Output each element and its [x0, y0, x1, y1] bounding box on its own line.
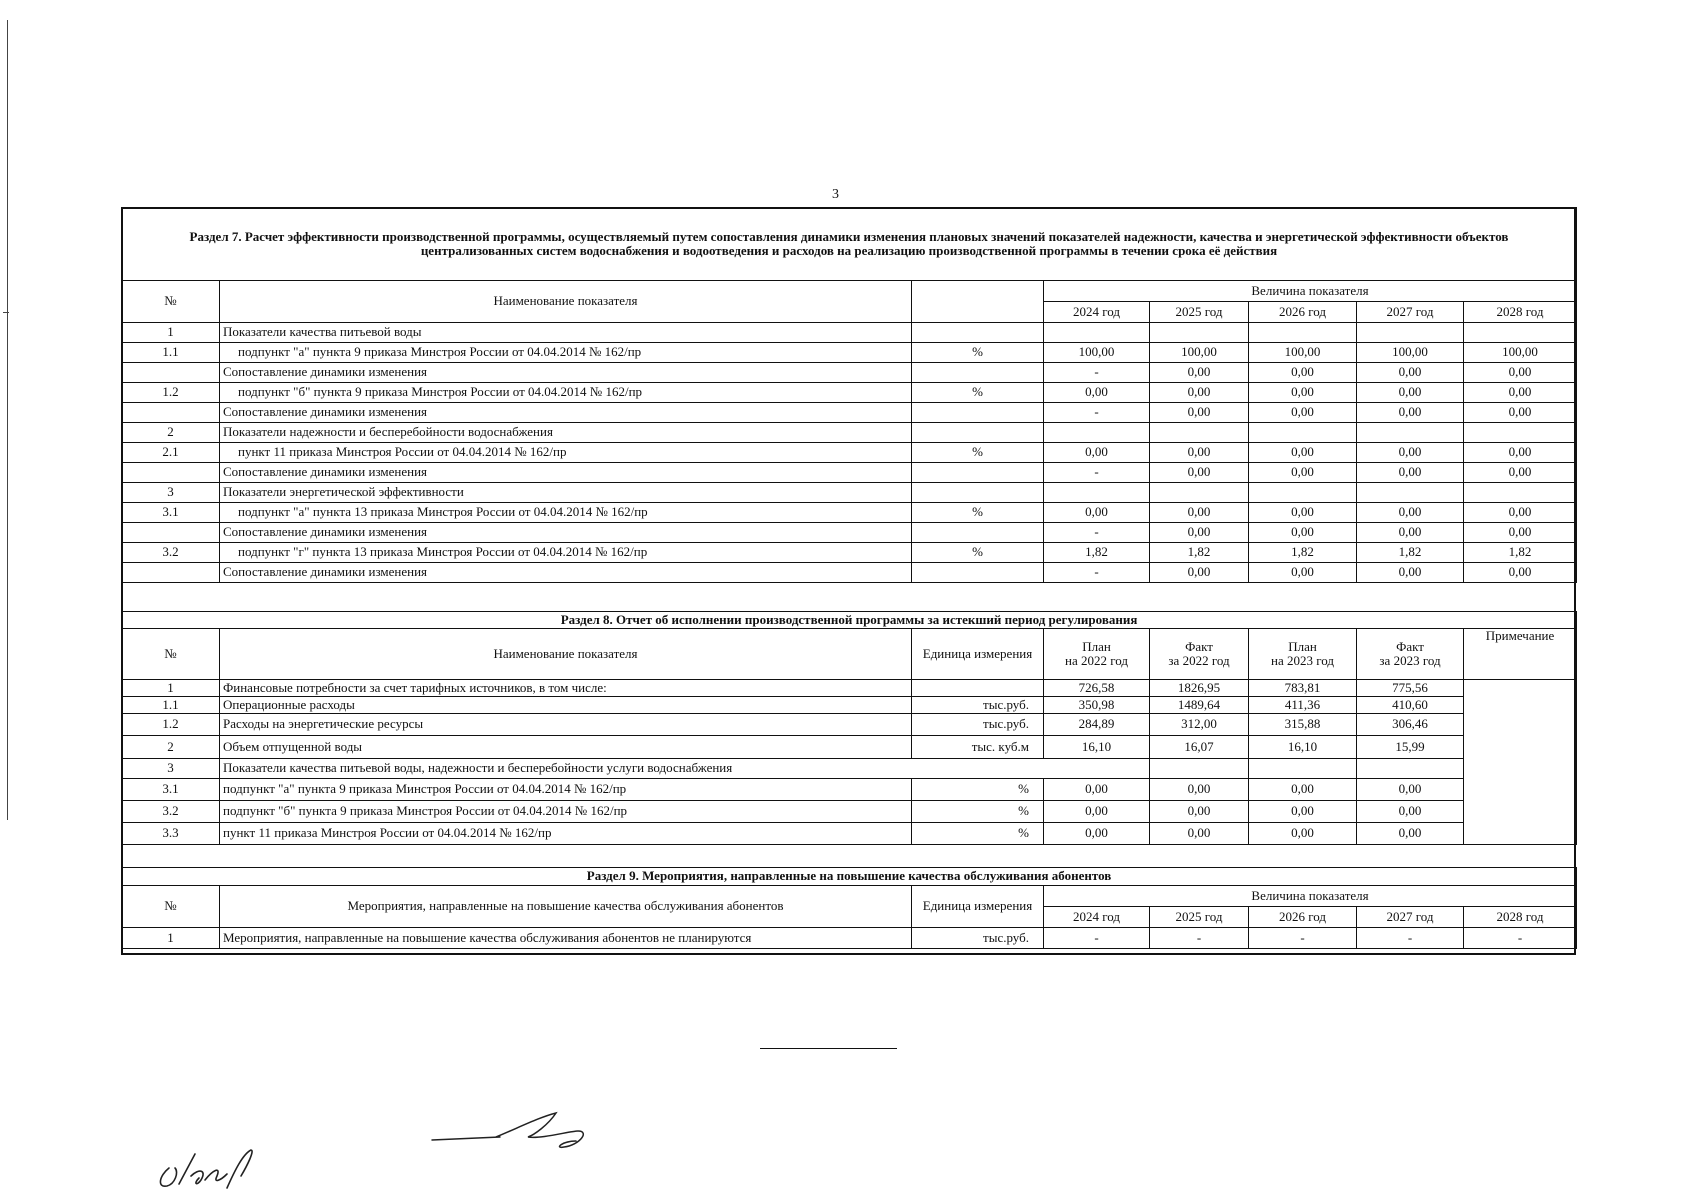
row-name: Мероприятия, направленные на повышение качества обслуживания абонентов не планируются	[220, 928, 912, 949]
table-row	[122, 563, 1577, 583]
row-name: подпункт "б" пункта 9 приказа Минстроя России от 04.04.2014 № 162/пр	[220, 383, 912, 403]
row-name: Сопоставление динамики изменения	[220, 403, 912, 423]
row-unit	[912, 323, 1044, 343]
value-cell: -	[1150, 928, 1249, 949]
value-cell	[1150, 423, 1249, 443]
value-cell: 0,00	[1150, 443, 1249, 463]
row-unit: %	[912, 343, 1044, 363]
period-header-line2: за 2023 год	[1379, 653, 1441, 668]
row-unit: %	[912, 503, 1044, 523]
row-name: Показатели надежности и бесперебойности водоснабжения	[220, 423, 912, 443]
col-header-value-group: Величина показателя	[1044, 281, 1577, 302]
row-number: 2.1	[122, 443, 220, 463]
value-cell: 16,10	[1249, 736, 1357, 759]
table-row	[122, 759, 1577, 779]
value-cell	[1044, 423, 1150, 443]
section8-title: Раздел 8. Отчет об исполнении производственной программы за истекший период регулирования	[122, 612, 1577, 629]
value-cell: 350,98	[1044, 697, 1150, 714]
row-unit: %	[912, 443, 1044, 463]
period-header-line2: на 2023 год	[1271, 653, 1334, 668]
row-number: 3.1	[122, 503, 220, 523]
value-cell	[1464, 423, 1577, 443]
row-name: Расходы на энергетические ресурсы	[220, 714, 912, 736]
value-cell: 0,00	[1044, 443, 1150, 463]
row-unit: тыс. куб.м	[912, 736, 1044, 759]
value-cell: 0,00	[1464, 443, 1577, 463]
margin-tick	[3, 312, 9, 313]
row-number: 1	[122, 323, 220, 343]
value-cell	[1357, 323, 1464, 343]
value-cell	[1249, 323, 1357, 343]
value-cell: -	[1464, 928, 1577, 949]
col-header-name: Мероприятия, направленные на повышение качества обслуживания абонентов	[220, 886, 912, 928]
year-header: 2027 год	[1357, 907, 1464, 928]
section7-title: Раздел 7. Расчет эффективности производственной программы, осуществляемый путем сопоставления динамики изменения плановых значений показателей надежности, качества и энергетической эффективности объектов централизованных систем водоснабжения и водоотведения и расходов на реализацию производственной программы в течении срока её действия	[122, 208, 1577, 281]
year-header: 2028 год	[1464, 302, 1577, 323]
value-cell: 0,00	[1464, 463, 1577, 483]
value-cell: 16,10	[1044, 736, 1150, 759]
value-cell: 100,00	[1357, 343, 1464, 363]
value-cell: 0,00	[1150, 463, 1249, 483]
row-name: Показатели энергетической эффективности	[220, 483, 912, 503]
row-number	[122, 403, 220, 423]
row-name: Показатели качества питьевой воды, надежности и бесперебойности услуги водоснабжения	[220, 759, 1150, 779]
value-cell: 0,00	[1044, 801, 1150, 823]
period-header	[1249, 629, 1357, 680]
table-row	[122, 343, 1577, 363]
table-row	[122, 323, 1577, 343]
note-cell	[1464, 680, 1577, 845]
table-row	[122, 543, 1577, 563]
row-name: Финансовые потребности за счет тарифных источников, в том числе:	[220, 680, 912, 697]
table-row	[122, 523, 1577, 543]
row-unit	[912, 423, 1044, 443]
value-cell: -	[1044, 463, 1150, 483]
row-unit: тыс.руб.	[912, 714, 1044, 736]
col-header-unit	[912, 281, 1044, 323]
value-cell: 0,00	[1044, 823, 1150, 845]
value-cell: 0,00	[1357, 523, 1464, 543]
row-number	[122, 563, 220, 583]
value-cell: 0,00	[1150, 779, 1249, 801]
value-cell: -	[1357, 928, 1464, 949]
year-header: 2027 год	[1357, 302, 1464, 323]
value-cell: 726,58	[1044, 680, 1150, 697]
row-name: Сопоставление динамики изменения	[220, 363, 912, 383]
row-number: 3.2	[122, 543, 220, 563]
period-header-line2: на 2022 год	[1065, 653, 1128, 668]
value-cell: 1,82	[1357, 543, 1464, 563]
row-number: 3.3	[122, 823, 220, 845]
value-cell	[1044, 323, 1150, 343]
period-header	[1150, 629, 1249, 680]
period-header-line1: План	[1082, 638, 1111, 654]
value-cell: -	[1044, 523, 1150, 543]
row-name: Сопоставление динамики изменения	[220, 463, 912, 483]
value-cell: 0,00	[1150, 503, 1249, 523]
table-row	[122, 423, 1577, 443]
value-cell	[1150, 483, 1249, 503]
row-number: 1.2	[122, 714, 220, 736]
row-name: Операционные расходы	[220, 697, 912, 714]
value-cell: 0,00	[1150, 563, 1249, 583]
value-cell: 0,00	[1044, 503, 1150, 523]
value-cell: 0,00	[1150, 383, 1249, 403]
value-cell: 0,00	[1150, 823, 1249, 845]
row-number: 1.2	[122, 383, 220, 403]
value-cell: 100,00	[1464, 343, 1577, 363]
value-cell: 1,82	[1464, 543, 1577, 563]
row-number: 1.1	[122, 343, 220, 363]
value-cell: 0,00	[1249, 463, 1357, 483]
value-cell: 0,00	[1357, 443, 1464, 463]
value-cell: 1,82	[1150, 543, 1249, 563]
value-cell: 284,89	[1044, 714, 1150, 736]
col-header-unit: Единица измерения	[912, 629, 1044, 680]
value-cell	[1044, 483, 1150, 503]
value-cell: 0,00	[1249, 383, 1357, 403]
separator-line	[760, 1048, 897, 1049]
value-cell: 0,00	[1249, 779, 1357, 801]
value-cell: 100,00	[1249, 343, 1357, 363]
year-header: 2024 год	[1044, 302, 1150, 323]
section8-table	[121, 611, 1577, 845]
table-row	[122, 736, 1577, 759]
initials-signature	[155, 1140, 275, 1195]
period-header-line1: Факт	[1185, 638, 1213, 654]
table-row	[122, 363, 1577, 383]
table-row	[122, 928, 1577, 949]
value-cell: 16,07	[1150, 736, 1249, 759]
value-cell: 100,00	[1044, 343, 1150, 363]
value-cell: 0,00	[1357, 823, 1464, 845]
row-name: подпункт "а" пункта 9 приказа Минстроя России от 04.04.2014 № 162/пр	[220, 779, 912, 801]
row-name: пункт 11 приказа Минстроя России от 04.04.2014 № 162/пр	[220, 823, 912, 845]
value-cell	[1357, 759, 1464, 779]
value-cell: 0,00	[1357, 363, 1464, 383]
row-unit	[912, 463, 1044, 483]
value-cell: 0,00	[1464, 563, 1577, 583]
margin-rule	[7, 20, 8, 820]
value-cell: 0,00	[1150, 523, 1249, 543]
row-name: Объем отпущенной воды	[220, 736, 912, 759]
table-row	[122, 801, 1577, 823]
value-cell: 0,00	[1150, 801, 1249, 823]
value-cell: 315,88	[1249, 714, 1357, 736]
col-header-num: №	[122, 281, 220, 323]
row-name: пункт 11 приказа Минстроя России от 04.04.2014 № 162/пр	[220, 443, 912, 463]
value-cell: 783,81	[1249, 680, 1357, 697]
value-cell	[1249, 483, 1357, 503]
row-unit: тыс.руб.	[912, 697, 1044, 714]
value-cell: 100,00	[1150, 343, 1249, 363]
value-cell: 0,00	[1357, 779, 1464, 801]
value-cell: 0,00	[1464, 403, 1577, 423]
table-row	[122, 483, 1577, 503]
row-unit	[912, 523, 1044, 543]
col-header-num: №	[122, 886, 220, 928]
year-header: 2026 год	[1249, 302, 1357, 323]
value-cell: 775,56	[1357, 680, 1464, 697]
value-cell: 1,82	[1044, 543, 1150, 563]
value-cell	[1357, 483, 1464, 503]
value-cell	[1249, 759, 1357, 779]
value-cell	[1357, 423, 1464, 443]
year-header: 2028 год	[1464, 907, 1577, 928]
value-cell: 411,36	[1249, 697, 1357, 714]
year-header: 2026 год	[1249, 907, 1357, 928]
period-header-line1: Факт	[1396, 638, 1424, 654]
row-number: 1	[122, 680, 220, 697]
section7-table	[121, 207, 1577, 583]
row-number: 1.1	[122, 697, 220, 714]
col-header-unit: Единица измерения	[912, 886, 1044, 928]
value-cell: -	[1044, 403, 1150, 423]
value-cell: -	[1044, 363, 1150, 383]
value-cell: 0,00	[1249, 563, 1357, 583]
row-number: 3	[122, 759, 220, 779]
value-cell: 0,00	[1249, 523, 1357, 543]
value-cell: 0,00	[1357, 503, 1464, 523]
table-row	[122, 779, 1577, 801]
row-number: 3	[122, 483, 220, 503]
value-cell: 312,00	[1150, 714, 1249, 736]
row-name: подпункт "б" пункта 9 приказа Минстроя России от 04.04.2014 № 162/пр	[220, 801, 912, 823]
section9-title: Раздел 9. Мероприятия, направленные на повышение качества обслуживания абонентов	[122, 868, 1577, 886]
value-cell: 0,00	[1150, 403, 1249, 423]
table-row	[122, 823, 1577, 845]
row-unit: %	[912, 823, 1044, 845]
value-cell: 0,00	[1249, 503, 1357, 523]
row-number	[122, 523, 220, 543]
signature	[430, 1105, 610, 1155]
row-unit	[912, 403, 1044, 423]
row-unit: %	[912, 543, 1044, 563]
value-cell: 0,00	[1249, 443, 1357, 463]
value-cell	[1464, 483, 1577, 503]
row-number: 3.2	[122, 801, 220, 823]
value-cell: 0,00	[1464, 503, 1577, 523]
row-name: подпункт "г" пункта 13 приказа Минстроя России от 04.04.2014 № 162/пр	[220, 543, 912, 563]
value-cell: 0,00	[1249, 801, 1357, 823]
value-cell: -	[1249, 928, 1357, 949]
period-header-line2: за 2022 год	[1168, 653, 1230, 668]
value-cell	[1464, 323, 1577, 343]
page-number: 3	[832, 187, 839, 202]
value-cell: 0,00	[1464, 383, 1577, 403]
row-name: Сопоставление динамики изменения	[220, 563, 912, 583]
section9-table	[121, 867, 1577, 949]
period-header	[1044, 629, 1150, 680]
row-unit: %	[912, 383, 1044, 403]
table-row	[122, 680, 1577, 697]
table-row	[122, 383, 1577, 403]
value-cell: -	[1044, 563, 1150, 583]
row-number	[122, 363, 220, 383]
row-unit: %	[912, 801, 1044, 823]
row-number: 3.1	[122, 779, 220, 801]
row-name: Сопоставление динамики изменения	[220, 523, 912, 543]
row-number: 2	[122, 423, 220, 443]
col-header-num: №	[122, 629, 220, 680]
col-header-value-group: Величина показателя	[1044, 886, 1577, 907]
col-header-name: Наименование показателя	[220, 281, 912, 323]
row-unit	[912, 563, 1044, 583]
row-number: 1	[122, 928, 220, 949]
table-row	[122, 443, 1577, 463]
note-header: Примечание	[1464, 629, 1577, 680]
value-cell: 410,60	[1357, 697, 1464, 714]
value-cell: 0,00	[1150, 363, 1249, 383]
row-unit	[912, 483, 1044, 503]
table-row	[122, 697, 1577, 714]
period-header	[1357, 629, 1464, 680]
row-number: 2	[122, 736, 220, 759]
value-cell: 0,00	[1044, 383, 1150, 403]
row-number	[122, 463, 220, 483]
value-cell: 0,00	[1357, 383, 1464, 403]
value-cell: 1826,95	[1150, 680, 1249, 697]
row-unit	[912, 363, 1044, 383]
value-cell: 306,46	[1357, 714, 1464, 736]
value-cell	[1249, 423, 1357, 443]
col-header-name: Наименование показателя	[220, 629, 912, 680]
row-unit: %	[912, 779, 1044, 801]
year-header: 2024 год	[1044, 907, 1150, 928]
row-name: подпункт "а" пункта 9 приказа Минстроя России от 04.04.2014 № 162/пр	[220, 343, 912, 363]
table-row	[122, 714, 1577, 736]
value-cell	[1150, 323, 1249, 343]
value-cell: 0,00	[1357, 403, 1464, 423]
row-unit	[912, 680, 1044, 697]
value-cell: 0,00	[1357, 563, 1464, 583]
row-name: подпункт "а" пункта 13 приказа Минстроя России от 04.04.2014 № 162/пр	[220, 503, 912, 523]
period-header-line1: План	[1288, 638, 1317, 654]
value-cell: 1489,64	[1150, 697, 1249, 714]
table-row	[122, 403, 1577, 423]
value-cell: 0,00	[1249, 403, 1357, 423]
value-cell: -	[1044, 928, 1150, 949]
value-cell: 1,82	[1249, 543, 1357, 563]
value-cell: 15,99	[1357, 736, 1464, 759]
value-cell: 0,00	[1044, 779, 1150, 801]
value-cell: 0,00	[1249, 823, 1357, 845]
table-row	[122, 463, 1577, 483]
value-cell: 0,00	[1464, 363, 1577, 383]
row-unit	[1150, 759, 1249, 779]
row-name: Показатели качества питьевой воды	[220, 323, 912, 343]
value-cell: 0,00	[1464, 523, 1577, 543]
year-header: 2025 год	[1150, 907, 1249, 928]
value-cell: 0,00	[1357, 463, 1464, 483]
row-unit: тыс.руб.	[912, 928, 1044, 949]
value-cell: 0,00	[1357, 801, 1464, 823]
year-header: 2025 год	[1150, 302, 1249, 323]
table-row	[122, 503, 1577, 523]
value-cell: 0,00	[1249, 363, 1357, 383]
